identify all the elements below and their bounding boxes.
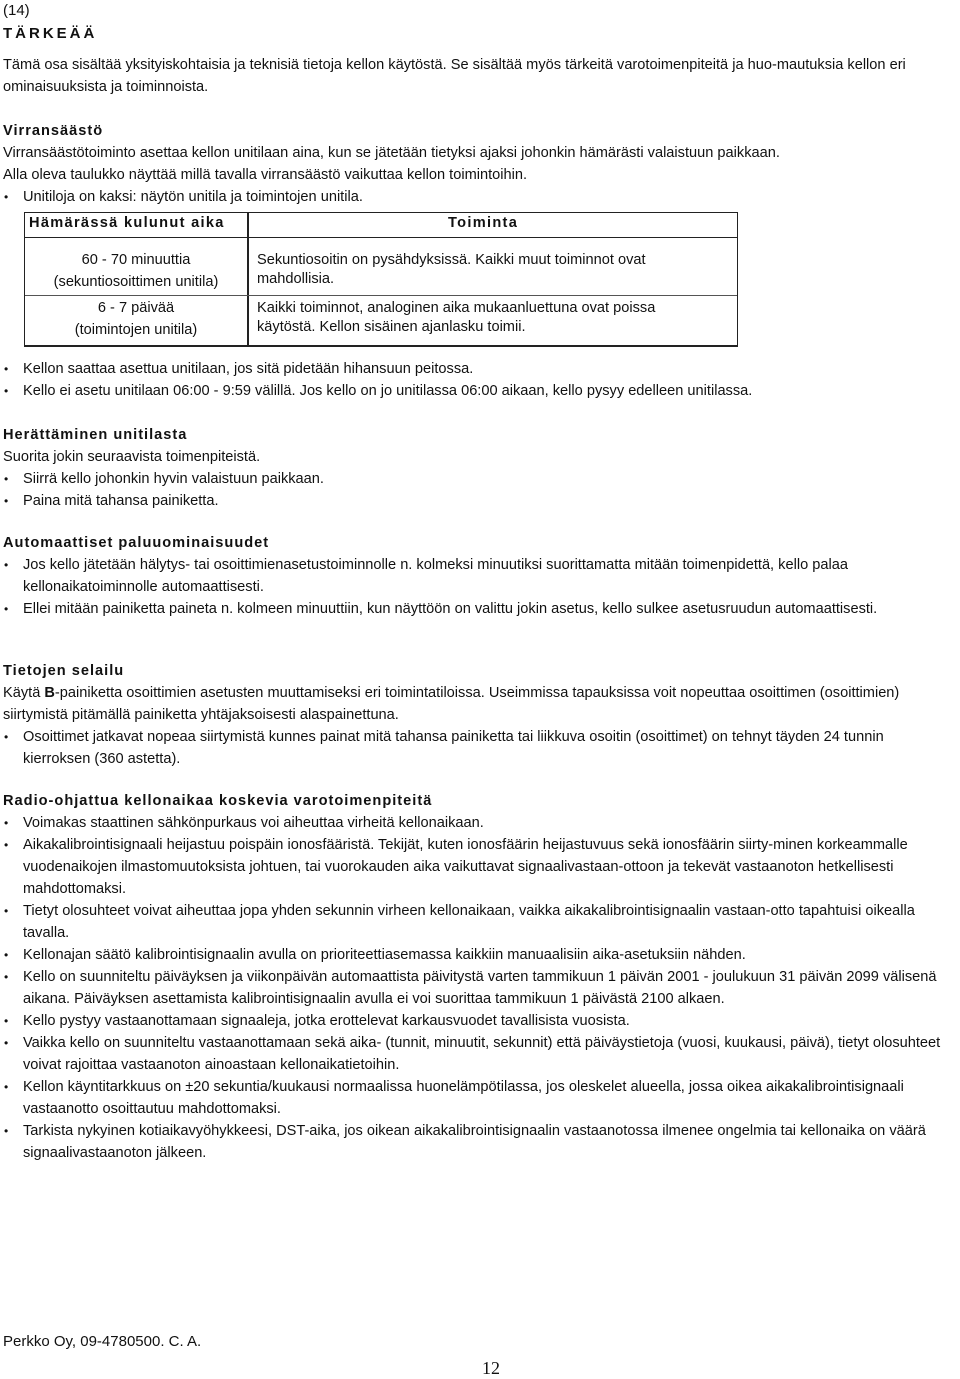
- power-saving-paragraph-1: Virransäästötoiminto asettaa kellon unitilaan aina, kun se jätetään tietyksi ajaksi johonkin hämärästi valaistuun paikkaan.: [3, 145, 780, 161]
- power-saving-notes-list: [3, 358, 953, 402]
- bullet-icon: •: [4, 190, 9, 204]
- bullet-icon: •: [4, 1036, 9, 1050]
- bullet-icon: •: [4, 1124, 9, 1138]
- bullet-icon: •: [4, 948, 9, 962]
- bullet-icon: •: [4, 602, 9, 616]
- bullet-icon: •: [4, 730, 9, 744]
- list-item: • Kello pystyy vastaanottamaan signaaleja, jotka erottelevat karkausvuodet tavallisista vuosista.: [3, 1010, 953, 1032]
- list-item: • Osoittimet jatkavat nopeaa siirtymistä kunnes painat mitä tahansa painiketta tai liikkuva osoitin (osoittimet) on tehnyt täyden 24 tunnin kierroksen (360 astetta).: [3, 726, 953, 770]
- power-saving-list: [3, 186, 953, 208]
- bullet-icon: •: [4, 558, 9, 572]
- wake-section: [3, 424, 953, 512]
- bullet-icon: •: [4, 816, 9, 830]
- wake-heading: Herättäminen unitilasta: [3, 427, 188, 443]
- power-saving-heading: Virransäästö: [3, 123, 104, 139]
- auto-return-list: [3, 554, 953, 620]
- list-item: • Kello ei asetu unitilaan 06:00 - 9:59 välillä. Jos kello on jo unitilassa 06:00 aikaan, kello pysyy edelleen unitilassa.: [3, 380, 953, 402]
- scroll-list: [3, 726, 953, 770]
- table-divider: [247, 213, 249, 345]
- wake-paragraph: Suorita jokin seuraavista toimenpiteistä.: [3, 449, 261, 465]
- list-item: • Voimakas staattinen sähkönpurkaus voi aiheuttaa virheitä kellonaikaan.: [3, 812, 953, 834]
- scroll-heading: Tietojen selailu: [3, 663, 125, 679]
- power-saving-section: [3, 120, 953, 208]
- list-item: • Aikakalibrointisignaali heijastuu poispäin ionosfääristä. Tekijät, kuten ionosfäärin heijastuvuus sekä ionosfäärin siirty-minen korkeammalle vuodenaikojen ilmastomuutoksista johtuen, tai vuorokauden aika vaikuttavat signaalivastaan-ottoon ja tekevät vastaanoton hetkellisesti mahdottomaksi.: [3, 834, 953, 900]
- table-divider: [25, 237, 737, 238]
- list-item: • Siirrä kello johonkin hyvin valaistuun paikkaan.: [3, 468, 953, 490]
- wake-list: [3, 468, 953, 512]
- list-item: • Paina mitä tahansa painiketta.: [3, 490, 953, 512]
- table-cell-action: Kaikki toiminnot, analoginen aika mukaanluettuna ovat poissa käytöstä. Kellon sisäinen ajanlasku toimii.: [257, 300, 656, 335]
- bullet-icon: •: [4, 472, 9, 486]
- power-saving-notes: [3, 358, 953, 402]
- footer-text: Perkko Oy, 09-4780500. C. A.: [3, 1333, 202, 1350]
- bullet-icon: •: [4, 1014, 9, 1028]
- page-title: TÄRKEÄÄ: [3, 25, 98, 42]
- list-item: • Tarkista nykyinen kotiaikavyöhykkeesi, DST-aika, jos oikean aikakalibrointisignaalin vastaanotossa ilmenee ongelmia tai kellonaika on väärä signaalivastaanoton jälkeen.: [3, 1120, 953, 1164]
- intro-section: [3, 54, 953, 98]
- scroll-paragraph: Käytä B-painiketta osoittimien asetusten muuttamiseksi eri toimintatiloissa. Useimmissa tapauksissa voit nopeuttaa osoittimen (osoittimien) siirtymistä pitämällä painiketta yhtäjaksoisesti alaspainettuna.: [3, 685, 900, 723]
- table-cell-action: Sekuntiosoitin on pysähdyksissä. Kaikki muut toiminnot ovat mahdollisia.: [257, 252, 646, 287]
- table-divider: [25, 295, 737, 296]
- list-item: • Tietyt olosuhteet voivat aiheuttaa jopa yhden sekunnin virheen kellonaikaan, vaikka aikakalibrointisignaalin vastaan-otto tapahtuisi oikealla tavalla.: [3, 900, 953, 944]
- list-item: • Jos kello jätetään hälytys- tai osoittimienasetustoiminnolle n. kolmeksi minuutiksi suorittamatta mitään toimenpidettä, kello palaa kellonaikatoiminnolle automaattisesti.: [3, 554, 953, 598]
- bullet-icon: •: [4, 362, 9, 376]
- bullet-icon: •: [4, 494, 9, 508]
- power-saving-paragraph-2: Alla oleva taulukko näyttää millä tavalla virransäästö vaikuttaa kellon toimintoihin.: [3, 167, 528, 183]
- table-header-time: Hämärässä kulunut aika: [29, 215, 225, 231]
- bullet-icon: •: [4, 838, 9, 852]
- intro-paragraph: Tämä osa sisältää yksityiskohtaisia ja teknisiä tietoja kellon käytöstä. Se sisältää myös tärkeitä varotoimenpiteitä ja huo-mautuksia kellon eri ominaisuuksista ja toiminnoista.: [3, 57, 906, 95]
- list-item: • Kellon käyntitarkkuus on ±20 sekuntia/kuukausi normaalissa huonelämpötilassa, jos oleskelet alueella, jossa oikea aikakalibrointisignaali vastaanotto osoittautuu mahdottomaksi.: [3, 1076, 953, 1120]
- list-item: • Kellonajan säätö kalibrointisignaalin avulla on prioriteettiasemassa kaikkiin manuaalisiin aika-asetuksiin nähden.: [3, 944, 953, 966]
- bullet-icon: •: [4, 904, 9, 918]
- scroll-section: [3, 660, 953, 770]
- list-item: • Ellei mitään painiketta paineta n. kolmeen minuuttiin, kun näyttöön on valittu jokin asetus, kello sulkee asetusruudun automaattisesti.: [3, 598, 953, 620]
- page-code: (14): [3, 2, 30, 19]
- radio-heading: Radio-ohjattua kellonaikaa koskevia varotoimenpiteitä: [3, 793, 433, 809]
- list-item: • Unitiloja on kaksi: näytön unitila ja toimintojen unitila.: [3, 186, 953, 208]
- radio-list: [3, 812, 953, 1164]
- bullet-icon: •: [4, 1080, 9, 1094]
- list-item: • Vaikka kello on suunniteltu vastaanottamaan sekä aika- (tunnit, minuutit, sekunnit) että päiväystietoja (vuosi, kuukausi, päivä), tietyt olosuhteet voivat rajoittaa vastaanoton ainoastaan kellonaikatietoihin.: [3, 1032, 953, 1076]
- page-number: 12: [482, 1358, 500, 1378]
- table-cell-time: 60 - 70 minuuttia (sekuntiosoittimen unitila): [53, 252, 219, 290]
- auto-return-heading: Automaattiset paluuominaisuudet: [3, 535, 270, 551]
- auto-return-section: [3, 532, 953, 620]
- list-item: • Kellon saattaa asettua unitilaan, jos sitä pidetään hihansuun peitossa.: [3, 358, 953, 380]
- table-cell-time: 6 - 7 päivää (toimintojen unitila): [74, 300, 198, 338]
- list-item: • Kello on suunniteltu päiväyksen ja viikonpäivän automaattista päivitystä varten tammikuun 1 päivän 2001 - joulukuun 31 päivän 2099 välisenä aikana. Päiväyksen asettamista kalibrointisignaalin avulla ei voi suorittaa tammikuun 1 päivästä 2100 alkaen.: [3, 966, 953, 1010]
- radio-section: [3, 790, 953, 1164]
- power-saving-table: [24, 212, 738, 347]
- bullet-icon: •: [4, 970, 9, 984]
- bullet-icon: •: [4, 384, 9, 398]
- table-header-action: Toiminta: [448, 215, 519, 231]
